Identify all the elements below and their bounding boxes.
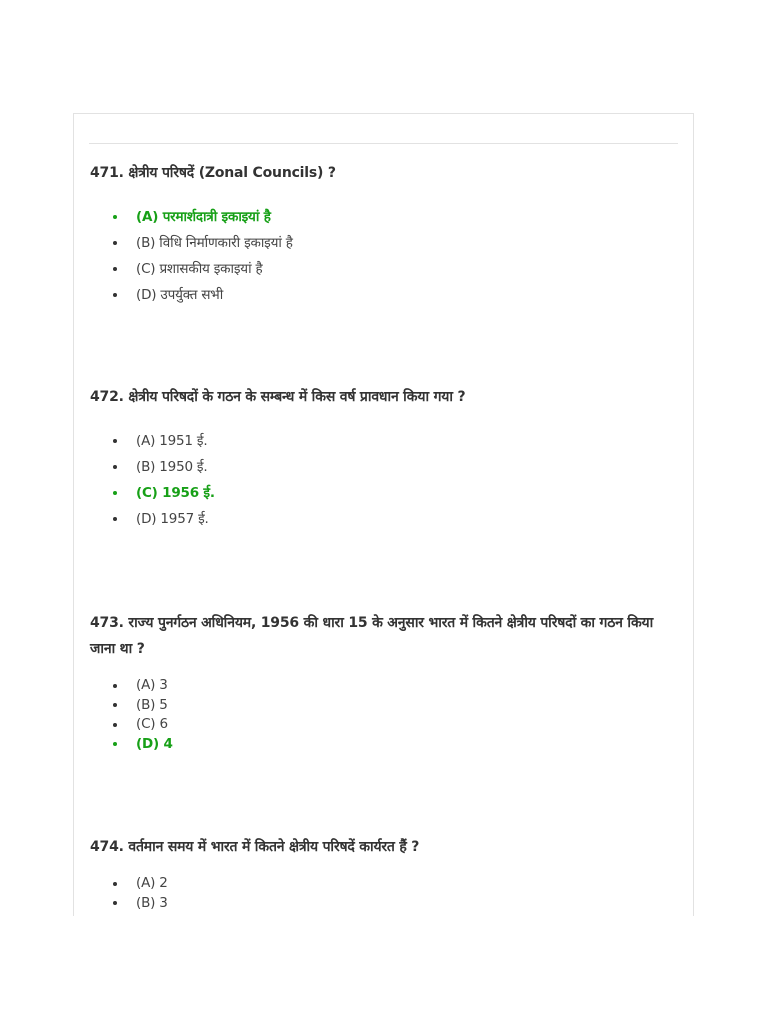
option-c	[90, 715, 669, 735]
bullet-icon	[113, 241, 117, 245]
option-d	[90, 282, 669, 308]
bullet-icon	[113, 215, 117, 219]
option-label: (D) 1957 ई.	[136, 511, 209, 527]
option-d	[90, 506, 669, 532]
option-a	[90, 676, 669, 696]
option-label: (A) 2	[136, 875, 168, 891]
option-b	[90, 230, 669, 256]
bullet-icon	[113, 723, 117, 727]
option-list	[90, 204, 669, 308]
bullet-icon	[113, 684, 117, 688]
option-list	[90, 676, 669, 754]
question-title: 471. क्षेत्रीय परिषदें (Zonal Councils) ?	[90, 165, 336, 181]
bullet-icon	[113, 901, 117, 905]
option-a	[90, 428, 669, 454]
bullet-icon	[113, 703, 117, 707]
option-label: (A) 1951 ई.	[136, 433, 208, 449]
bullet-icon	[113, 517, 117, 521]
bullet-icon	[113, 491, 117, 495]
option-label: (B) 3	[136, 894, 168, 911]
question-title: 473. राज्य पुनर्गठन अधिनियम, 1956 की धारा 15 के अनुसार भारत में कितने क्षेत्रीय परिषदों का गठन किया जाना था ?	[90, 615, 654, 657]
option-label: (B) विधि निर्माणकारी इकाइयां है	[136, 235, 293, 251]
question-474	[90, 834, 669, 913]
option-label: (C) 6	[136, 716, 168, 732]
bullet-icon	[113, 439, 117, 443]
option-c	[90, 256, 669, 282]
content-card	[73, 113, 694, 916]
bullet-icon	[113, 882, 117, 886]
option-list	[90, 428, 669, 532]
option-label: (C) 1956 ई.	[136, 485, 215, 501]
bullet-icon	[113, 267, 117, 271]
option-label: (D) उपर्युक्त सभी	[136, 287, 224, 303]
question-471	[90, 160, 669, 308]
option-list	[90, 874, 669, 913]
option-a	[90, 874, 669, 894]
bullet-icon	[113, 742, 117, 746]
option-a-correct	[90, 204, 669, 230]
question-472	[90, 384, 669, 532]
option-b	[90, 454, 669, 480]
top-divider	[89, 143, 678, 144]
option-label: (A) 3	[136, 677, 168, 693]
question-title: 472. क्षेत्रीय परिषदों के गठन के सम्बन्ध में किस वर्ष प्रावधान किया गया ?	[90, 389, 466, 405]
option-label: (B) 5	[136, 696, 168, 713]
option-b	[90, 894, 669, 914]
option-c-correct	[90, 480, 669, 506]
option-b	[90, 696, 669, 716]
option-d-correct	[90, 735, 669, 755]
bullet-icon	[113, 465, 117, 469]
bullet-icon	[113, 293, 117, 297]
option-label: (C) प्रशासकीय इकाइयां है	[136, 261, 263, 277]
question-title: 474. वर्तमान समय में भारत में कितने क्षेत्रीय परिषदें कार्यरत हैं ?	[90, 839, 420, 855]
option-label: (A) परमार्शदात्री इकाइयां है	[136, 209, 271, 225]
option-label: (D) 4	[136, 735, 173, 752]
question-473	[90, 610, 669, 754]
option-label: (B) 1950 ई.	[136, 459, 208, 475]
